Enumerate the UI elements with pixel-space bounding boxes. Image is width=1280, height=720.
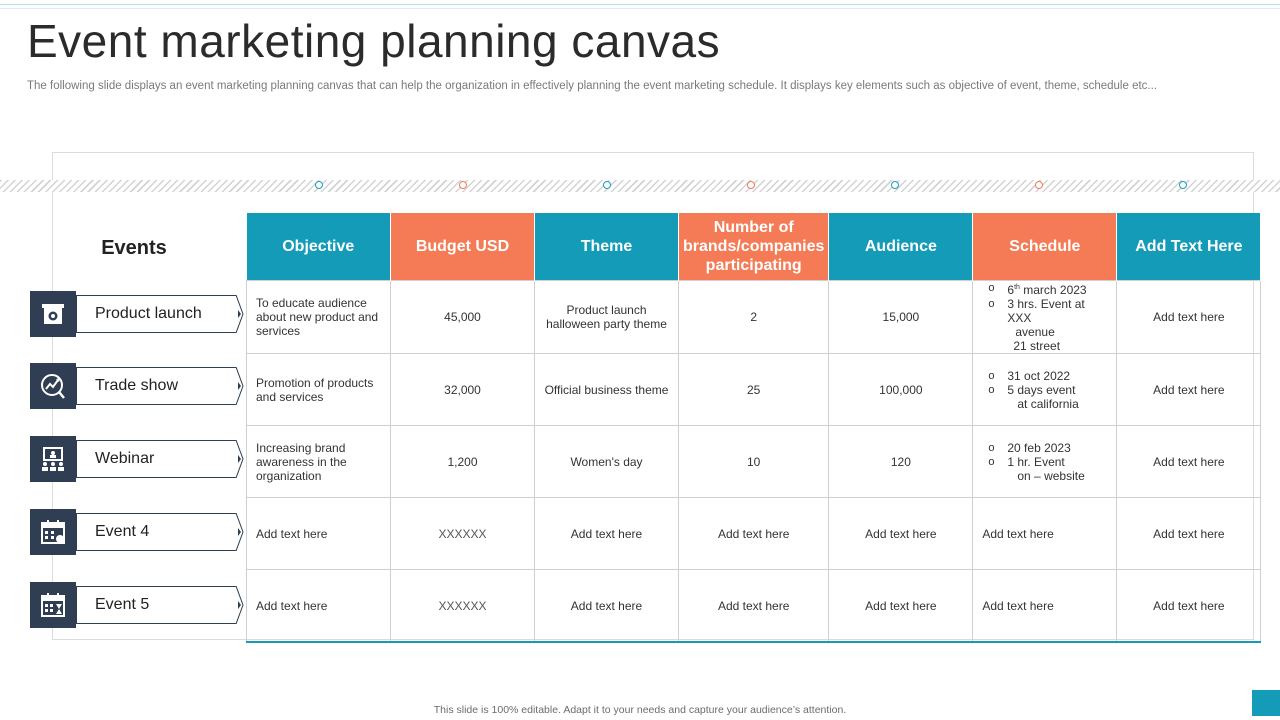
cell-audience: Add text here [829, 570, 973, 643]
timeline-marker [315, 181, 323, 189]
cell-brands: 10 [679, 426, 829, 498]
timeline-marker [1035, 181, 1043, 189]
cell-extra: Add text here [1117, 281, 1261, 354]
event-label: Trade show [76, 367, 236, 405]
header-schedule: Schedule [973, 213, 1117, 281]
cell-budget: 1,200 [391, 426, 535, 498]
cell-brands: Add text here [679, 570, 829, 643]
cell-budget: 32,000 [391, 354, 535, 426]
event-label: Product launch [76, 295, 236, 333]
cell-extra: Add text here [1117, 426, 1261, 498]
event-label: Event 4 [76, 513, 236, 551]
event-item-event-5[interactable] [30, 582, 244, 628]
timeline-marker [1179, 181, 1187, 189]
table-row [247, 281, 1261, 354]
growth-chart-icon [30, 363, 76, 409]
slide-title: Event marketing planning canvas [27, 15, 721, 67]
header-theme: Theme [535, 213, 679, 281]
cell-brands: Add text here [679, 498, 829, 570]
schedule-detail-cont: at california [1017, 396, 1079, 411]
chevron-right-icon [236, 295, 244, 333]
top-accent-line-2 [0, 8, 1280, 9]
schedule-date: o 6th march 2023 [988, 281, 1110, 297]
cell-schedule: Add text here [973, 498, 1117, 570]
table-row [247, 570, 1261, 643]
cell-schedule: Add text here [973, 570, 1117, 643]
cell-objective: Increasing brand awareness in the organization [247, 426, 391, 498]
cell-audience: Add text here [829, 498, 973, 570]
event-label: Event 5 [76, 586, 236, 624]
timeline-marker [747, 181, 755, 189]
header-audience: Audience [829, 213, 973, 281]
table-row [247, 354, 1261, 426]
top-accent-line [0, 4, 1280, 5]
table-row [247, 498, 1261, 570]
timeline-marker [603, 181, 611, 189]
table-row [247, 426, 1261, 498]
cell-audience: 15,000 [829, 281, 973, 354]
event-item-product-launch[interactable] [30, 291, 244, 337]
calendar-icon [30, 509, 76, 555]
cell-budget: XXXXXX [391, 498, 535, 570]
cell-extra: Add text here [1117, 498, 1261, 570]
cell-budget: 45,000 [391, 281, 535, 354]
cell-schedule [973, 354, 1117, 426]
header-add-text: Add Text Here [1117, 213, 1261, 281]
schedule-detail: o 1 hr. Event [988, 455, 1110, 469]
cell-extra: Add text here [1117, 354, 1261, 426]
cell-schedule [973, 426, 1117, 498]
event-item-trade-show[interactable] [30, 363, 244, 409]
cell-theme: Add text here [535, 498, 679, 570]
cell-objective: To educate audience about new product and services [247, 281, 391, 354]
cell-objective: Promotion of products and services [247, 354, 391, 426]
events-heading: Events [101, 237, 167, 259]
schedule-detail-cont: 21 street [1013, 339, 1061, 353]
timeline-marker [459, 181, 467, 189]
footer-note: This slide is 100% editable. Adapt it to your needs and capture your audience’s attention. [433, 704, 847, 716]
chevron-right-icon [236, 586, 244, 624]
event-item-event-4[interactable] [30, 509, 244, 555]
cell-brands: 25 [679, 354, 829, 426]
header-objective: Objective [247, 213, 391, 281]
slide-subtitle: The following slide displays an event marketing planning canvas that can help the organization in effectively planning the event marketing schedule. It displays key elements such as objective of event, theme, schedule etc... [27, 80, 1158, 92]
cell-theme: Official business theme [535, 354, 679, 426]
event-item-webinar[interactable] [30, 436, 244, 482]
schedule-date: o 31 oct 2022 [988, 369, 1110, 383]
schedule-detail: o 3 hrs. Event at XXX [988, 297, 1110, 325]
schedule-detail: o 5 days event [988, 383, 1110, 397]
hatched-band [0, 180, 1280, 192]
chevron-right-icon [236, 440, 244, 478]
schedule-date: o 20 feb 2023 [988, 441, 1110, 455]
cell-theme: Product launch halloween party theme [535, 281, 679, 354]
chevron-right-icon [236, 367, 244, 405]
cell-budget: XXXXXX [391, 570, 535, 643]
header-brands: Number of brands/companies participating [679, 213, 829, 281]
presentation-board-icon [30, 291, 76, 337]
schedule-detail-cont: on – website [1017, 468, 1085, 483]
cell-theme: Add text here [535, 570, 679, 643]
schedule-detail-cont: avenue [1015, 325, 1055, 339]
cell-objective: Add text here [247, 570, 391, 643]
calendar-hourglass-icon [30, 582, 76, 628]
cell-extra: Add text here [1117, 570, 1261, 643]
chevron-right-icon [236, 513, 244, 551]
webinar-icon [30, 436, 76, 482]
corner-accent [1252, 690, 1280, 716]
header-budget: Budget USD [391, 213, 535, 281]
cell-brands: 2 [679, 281, 829, 354]
cell-objective: Add text here [247, 498, 391, 570]
cell-audience: 100,000 [829, 354, 973, 426]
cell-theme: Women's day [535, 426, 679, 498]
cell-audience: 120 [829, 426, 973, 498]
table-header-row [247, 213, 1261, 281]
timeline-marker [891, 181, 899, 189]
event-label: Webinar [76, 440, 236, 478]
planning-table [246, 213, 1261, 643]
cell-schedule [973, 281, 1117, 354]
